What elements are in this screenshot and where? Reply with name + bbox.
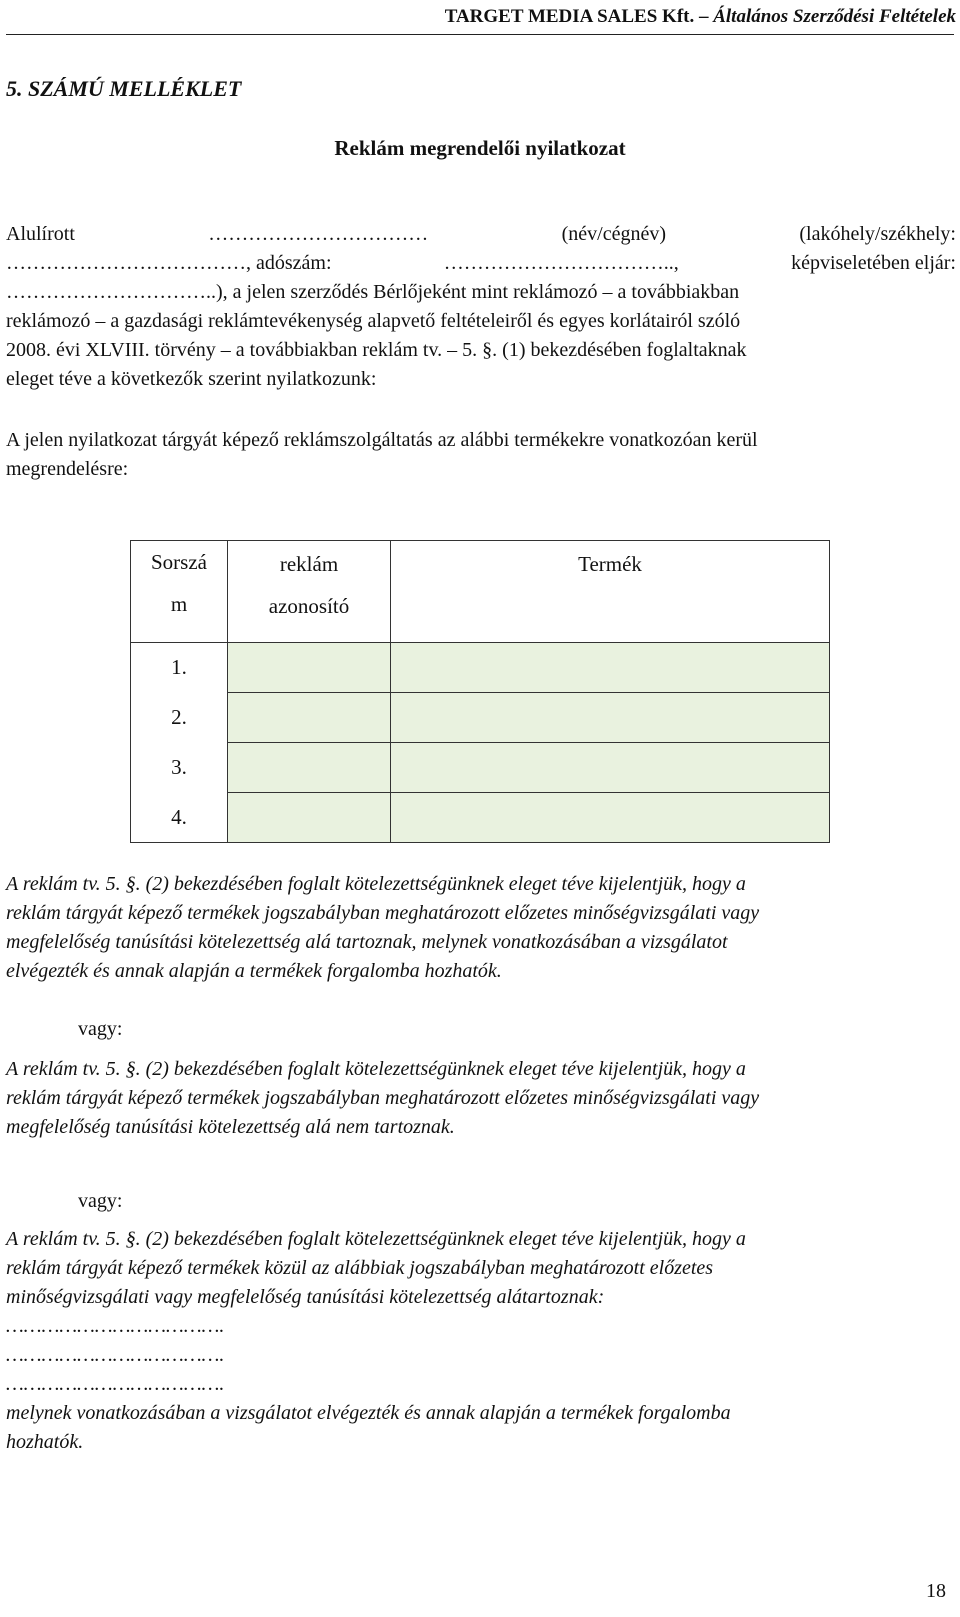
subject-line-2: megrendelésre: bbox=[6, 458, 129, 480]
dotted-blank-2: ………………………………. bbox=[6, 1344, 225, 1366]
intro-blank: …………………………… bbox=[208, 223, 429, 245]
intro-line-3: …………………………..), a jelen szerződés Bérlőjeként mint reklámozó – a továbbiakban bbox=[6, 281, 740, 303]
intro-paragraph bbox=[6, 220, 956, 394]
intro-line-5: 2008. évi XLVIII. törvény – a továbbiakban reklám tv. – 5. §. (1) bekezdésében foglaltaknak bbox=[6, 339, 747, 361]
intro-word: ………………………………, adószám: bbox=[6, 252, 332, 274]
statement-3-line-4: melynek vonatkozásában a vizsgálatot elvégezték és annak alapján a termékek forgalomba bbox=[6, 1402, 731, 1424]
dotted-blank-3: ………………………………. bbox=[6, 1373, 225, 1395]
intro-word: képviseletében eljár: bbox=[791, 252, 956, 274]
table-header-row bbox=[131, 541, 830, 643]
page-title: Reklám megrendelői nyilatkozat bbox=[334, 136, 626, 160]
statement-1-line-3: megfelelőség tanúsítási kötelezettség alá tartoznak, melynek vonatkozásában a vizsgálatot bbox=[6, 931, 728, 953]
intro-line-1 bbox=[6, 220, 956, 249]
row-number: 2. bbox=[131, 693, 228, 743]
subject-line-1: A jelen nyilatkozat tárgyát képező reklámszolgáltatás az alábbi termékekre vonatkozóan kerül bbox=[6, 429, 758, 451]
subject-paragraph bbox=[6, 426, 956, 484]
statement-2 bbox=[6, 1055, 956, 1142]
intro-word: Alulírott bbox=[6, 223, 75, 245]
header-rule bbox=[6, 34, 954, 35]
statement-3-line-3: minőségvizsgálati vagy megfelelőség tanúsítási kötelezettség alátartoznak: bbox=[6, 1286, 605, 1308]
product-table bbox=[130, 540, 830, 843]
header-serial-line-2: m bbox=[170, 592, 188, 616]
row-number: 1. bbox=[131, 643, 228, 693]
statement-3 bbox=[6, 1225, 956, 1457]
header-product: Termék bbox=[391, 541, 830, 643]
intro-word: (név/cégnév) bbox=[561, 223, 666, 245]
dotted-blank-1: ………………………………. bbox=[6, 1315, 225, 1337]
statement-1 bbox=[6, 870, 956, 986]
row-number: 4. bbox=[131, 793, 228, 843]
header-serial-number bbox=[131, 541, 228, 643]
page-number: 18 bbox=[926, 1580, 946, 1602]
table-row bbox=[131, 793, 830, 843]
product-cell[interactable] bbox=[391, 743, 830, 793]
statement-1-line-4: elvégezték és annak alapján a termékek forgalomba hozhatók. bbox=[6, 960, 502, 982]
statement-1-line-2: reklám tárgyát képező termékek jogszabályban meghatározott előzetes minőségvizsgálati vagy bbox=[6, 902, 760, 924]
header-doc-title: Általános Szerződési Feltételek bbox=[713, 6, 956, 27]
intro-blank: …………………………….., bbox=[443, 252, 679, 274]
ad-id-cell[interactable] bbox=[228, 643, 391, 693]
intro-line-2 bbox=[6, 249, 956, 278]
intro-line-4: reklámozó – a gazdasági reklámtevékenység alapvető feltételeiről és egyes korlátairól szóló bbox=[6, 310, 741, 332]
statement-3-line-2: reklám tárgyát képező termékek közül az alábbiak jogszabályban meghatározott előzetes bbox=[6, 1257, 714, 1279]
or-label-2: vagy: bbox=[78, 1190, 123, 1212]
statement-2-line-3: megfelelőség tanúsítási kötelezettség alá nem tartoznak. bbox=[6, 1116, 455, 1138]
header-company: TARGET MEDIA SALES Kft. – bbox=[444, 6, 709, 27]
statement-1-line-1: A reklám tv. 5. §. (2) bekezdésében foglalt kötelezettségünknek eleget téve kijelentjük, hogy a bbox=[6, 873, 746, 895]
header-ad-id-line-1: reklám bbox=[279, 552, 339, 576]
statement-2-line-1: A reklám tv. 5. §. (2) bekezdésében foglalt kötelezettségünknek eleget téve kijelentjük, hogy a bbox=[6, 1058, 746, 1080]
statement-2-line-2: reklám tárgyát képező termékek jogszabályban meghatározott előzetes minőségvizsgálati vagy bbox=[6, 1087, 760, 1109]
row-number: 3. bbox=[131, 743, 228, 793]
or-label-1: vagy: bbox=[78, 1018, 123, 1040]
ad-id-cell[interactable] bbox=[228, 743, 391, 793]
statement-3-line-5: hozhatók. bbox=[6, 1431, 84, 1453]
intro-word: (lakóhely/székhely: bbox=[799, 223, 956, 245]
product-cell[interactable] bbox=[391, 643, 830, 693]
table-row bbox=[131, 643, 830, 693]
table-row bbox=[131, 743, 830, 793]
header-ad-id bbox=[228, 541, 391, 643]
intro-line-6: eleget téve a következők szerint nyilatkozunk: bbox=[6, 368, 377, 390]
running-header bbox=[445, 6, 956, 28]
statement-3-line-1: A reklám tv. 5. §. (2) bekezdésében foglalt kötelezettségünknek eleget téve kijelentjük, hogy a bbox=[6, 1228, 746, 1250]
ad-id-cell[interactable] bbox=[228, 693, 391, 743]
header-serial-line-1: Sorszá bbox=[151, 550, 207, 574]
annex-label: 5. SZÁMÚ MELLÉKLET bbox=[6, 76, 242, 101]
header-ad-id-line-2: azonosító bbox=[268, 594, 350, 618]
product-cell[interactable] bbox=[391, 793, 830, 843]
ad-id-cell[interactable] bbox=[228, 793, 391, 843]
product-cell[interactable] bbox=[391, 693, 830, 743]
table-row bbox=[131, 693, 830, 743]
